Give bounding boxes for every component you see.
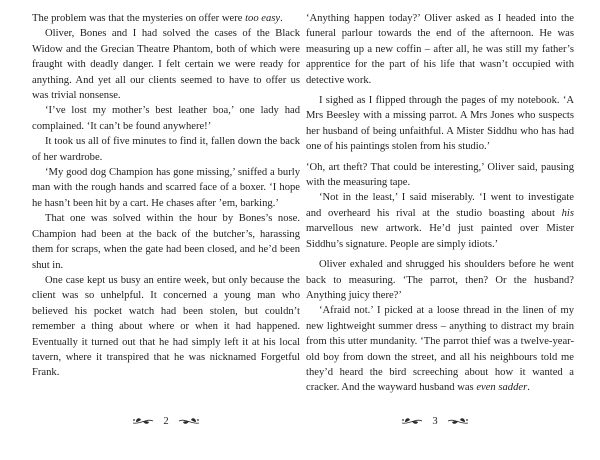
italic-text: too easy: [245, 13, 281, 24]
paragraph: [306, 93, 574, 155]
paragraph: [306, 303, 574, 395]
italic-text: even sadder: [476, 382, 528, 394]
paragraph: [32, 211, 300, 273]
paragraph: [306, 11, 574, 88]
text-run: The problem was that the mysteries on offer were: [32, 13, 246, 24]
text-run: It took us all of five minutes to find it, fallen down the back of her wardrobe.: [32, 136, 300, 163]
paragraph: [306, 257, 574, 303]
text-run: One case kept us busy an entire week, but only because the client was so unhelpful. It concerned a young man who believed his pocket watch had been stolen, but couldn’t remember a thing about where or when it had happened. Eventually it turned out that he had simply left it at his local tavern, where it transpired that he was nicknamed Forgetful Frank.: [32, 274, 300, 379]
text-run: .: [280, 13, 283, 24]
text-run: ‘I’ve lost my mother’s best leather boa,’ one lady had complained. ‘It can’t be found anywhere!’: [32, 105, 300, 132]
paragraph: [32, 273, 300, 381]
page-number: 3: [432, 415, 438, 427]
leaf-flourish-icon: [447, 416, 469, 426]
right-folio: [385, 414, 485, 428]
text-run: .: [527, 382, 530, 394]
left-folio: [116, 414, 216, 428]
text-run: ‘Anything happen today?’ Oliver asked as I headed into the funeral parlour towards the end of the afternoon. He was measuring up a new coffin – after all, he was still my father’s apprentice for the part of his life that wasn’t occupied with detective work.: [306, 13, 574, 86]
text-run: ‘My good dog Champion has gone missing,’ sniffed a burly man with the rough hands and scarred face of a boxer. ‘I hope he hasn’t been hit by a cart. He chases after ’em, barking.’: [32, 167, 300, 209]
italic-text: his: [561, 207, 574, 219]
text-run: ‘Afraid not.’ I picked at a loose thread in the linen of my new lightweight summer dress – anything to distract my brain from this utter mundanity. ‘The parrot thief was a twelve-year-old boy from down the street, and all his neighbours told me they’d heard the bird screeching about how it wanted a cracker. And the wayward husband was: [306, 305, 574, 394]
left-page: [32, 11, 300, 401]
paragraph: [32, 165, 300, 211]
leaf-flourish-icon: [132, 416, 154, 426]
paragraph: [32, 11, 300, 26]
page-number: 2: [163, 415, 169, 427]
text-run: ‘Oh, art theft? That could be interesting,’ Oliver said, pausing with the measuring tape.: [306, 161, 574, 189]
text-run: Oliver exhaled and shrugged his shoulders before he went back to measuring. ‘The parrot, then? Or the husband? Anything juicy there?’: [306, 259, 574, 301]
text-run: Oliver, Bones and I had solved the cases of the Black Widow and the Grecian Theatre Phantom, both of which were fraught with deadly danger. I felt certain we were ready for anything. And yet all our clients seemed to have to offer us was trivial nonsense.: [32, 28, 300, 102]
right-page: [306, 11, 574, 401]
text-run: ‘Not in the least,’ I said miserably. ‘I went to investigate and overheard his rival at the studio boasting about: [306, 192, 574, 219]
text-run: That one was solved within the hour by Bones’s nose. Champion had been at the back of the butcher’s, harassing them for scraps, when the gate had been closed, and he’d been shut in.: [32, 213, 300, 271]
paragraph: [32, 134, 300, 165]
paragraph: [306, 190, 574, 252]
text-run: I sighed as I flipped through the pages of my notebook. ‘A Mrs Beesley with a missing parrot. A Mrs Jones who suspects her husband of being unfaithful. A Mister Siddhu who has had one of his paintings stolen from his studio.’: [306, 95, 574, 153]
paragraph: [32, 103, 300, 134]
paragraph: [306, 160, 574, 191]
text-run: marvellous new artwork. He’d just painted over Mister Siddhu’s signature. People are simply idiots.’: [306, 223, 574, 250]
paragraph: [32, 26, 300, 103]
leaf-flourish-icon: [178, 416, 200, 426]
leaf-flourish-icon: [401, 416, 423, 426]
